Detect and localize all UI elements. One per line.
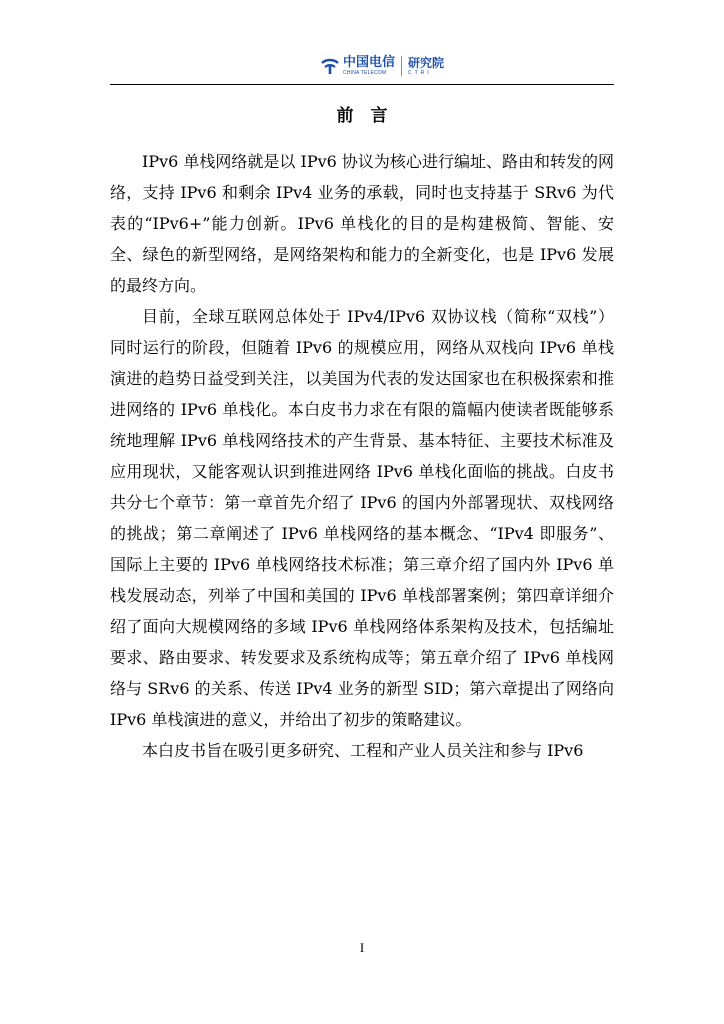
paragraph: 目前，全球互联网总体处于 IPv4/IPv6 双协议栈（简称“双栈”）同时运行的阶段，但随着 IPv6 的规模应用，网络从双栈向 IPv6 单栈演进的趋势日益受到关注，以美国为代表的发达国家也在积极探索和推进网络的 IPv6 单栈化。本白皮书力求在有限的篇幅内使读者既能够系统地理解 IPv6 单栈网络技术的产生背景、基本特征、主要技术标准及应用现状，又能客观认识到推进网络 IPv6 单栈化面临的挑战。白皮书共分七个章节：第一章首先介绍了 IPv6 的国内外部署现状、双栈网络的挑战；第二章阐述了 IPv6 单栈网络的基本概念、“IPv4 即服务”、国际上主要的 IPv6 单栈网络技术标准；第三章介绍了国内外 IPv6 单栈发展动态，列举了中国和美国的 IPv6 单栈部署案例；第四章详细介绍了面向大规模网络的多域 IPv6 单栈网络体系架构及技术，包括编址要求、路由要求、转发要求及系统构成等；第五章介绍了 IPv6 单栈网络与 SRv6 的关系、传送 IPv4 业务的新型 SID；第六章提出了网络向 IPv6 单栈演进的意义，并给出了初步的策略建议。 (110, 307, 614, 729)
institute-text (408, 56, 444, 76)
logo-separator (401, 56, 402, 76)
page-number: I (359, 940, 365, 955)
header-logo (320, 52, 444, 80)
header-rule (110, 84, 614, 85)
paragraph: IPv6 单栈网络就是以 IPv6 协议为核心进行编址、路由和转发的网络，支持 IPv6 和剩余 IPv4 业务的承载，同时也支持基于 SRv6 为代表的“IPv6+”能力创新。IPv6 单栈化的目的是构建极简、智能、安全、绿色的新型网络，是网络架构和能力的全新变化，也是 IPv6 发展的最终方向。 (110, 152, 614, 295)
institute-cn-text: 研究院 (408, 56, 445, 70)
logo-text (343, 56, 395, 76)
paragraph: 本白皮书旨在吸引更多研究、工程和产业人员关注和参与 IPv6 (142, 741, 584, 760)
page-header (110, 48, 614, 86)
logo-cn-text: 中国电信 (343, 55, 396, 70)
china-telecom-logo-icon (320, 56, 340, 76)
document-body (110, 146, 614, 766)
logo-en-text: CHINA TELECOM (343, 70, 387, 76)
institute-en-text: CTRI (408, 70, 432, 76)
page-title: 前 言 (336, 106, 388, 126)
